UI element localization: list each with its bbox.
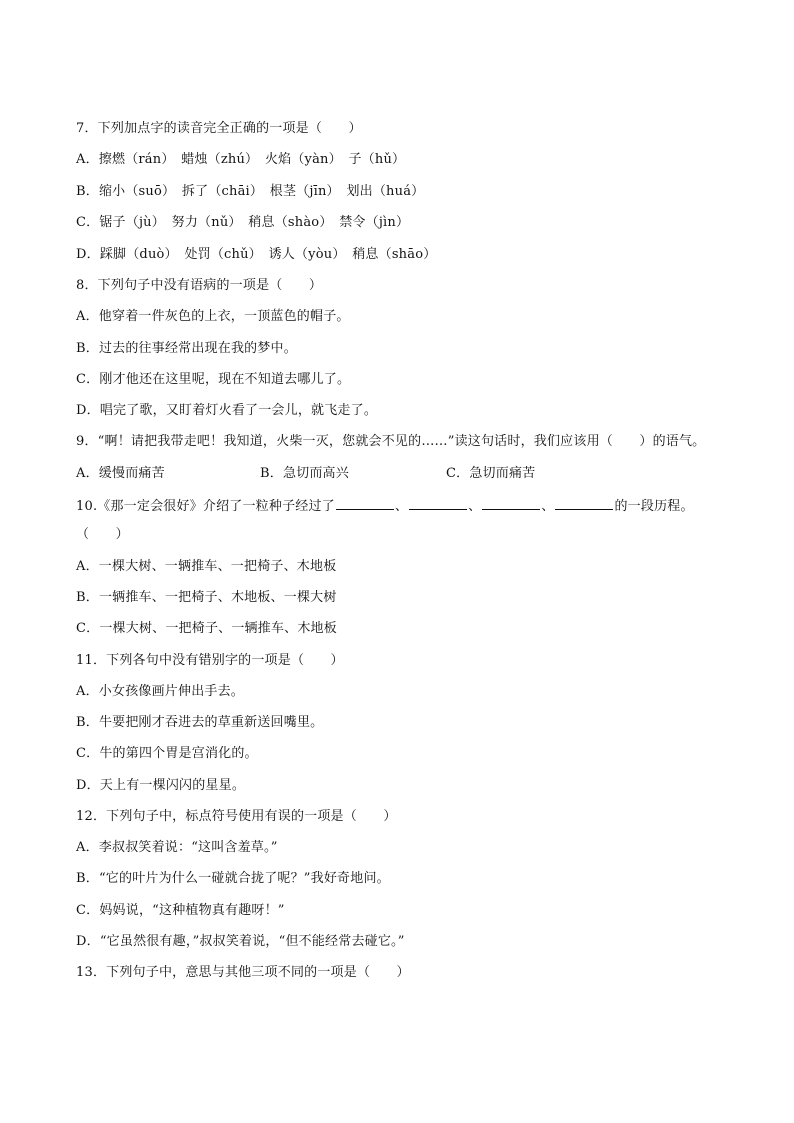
q10-blank-4 [555, 497, 613, 510]
q10-sep-3: 、 [541, 499, 555, 514]
q10-sep-1: 、 [394, 499, 409, 514]
q12-stem: 12．下列句子中，标点符号使用有误的一项是（ ） [76, 809, 397, 824]
q10-option-c: C．一棵大树、一把椅子、一辆推车、木地板 [76, 621, 337, 636]
q10-option-a: A．一棵大树、一辆推车、一把椅子、木地板 [76, 559, 337, 574]
q11-stem: 11．下列各句中没有错别字的一项是（ ） [76, 653, 344, 668]
q10-blank-1 [336, 497, 394, 510]
q8-stem: 8．下列句子中没有语病的一项是（ ） [76, 278, 323, 293]
q10-blank-3 [482, 497, 540, 510]
q10-stem-start: 10.《那一定会很好》介绍了一粒种子经过了 [76, 499, 335, 514]
q11-option-c: C．牛的第四个胃是宫消化的。 [76, 746, 258, 761]
q10-option-b: B．一辆推车、一把椅子、木地板、一棵大树 [76, 590, 337, 605]
q9-stem: 9．“啊！请把我带走吧！我知道，火柴一灭，您就会不见的……”读这句话时，我们应该用（ ）的语气。 [76, 434, 706, 449]
q7-option-c: C．锯子（jù） 努力（nǔ） 稍息（shào） 禁令（jìn） [76, 215, 410, 230]
q10-paren: （ ） [76, 527, 129, 542]
q10-blank-2 [409, 497, 467, 510]
q10-stem-end: 的一段历程。 [614, 499, 694, 514]
q10-sep-2: 、 [468, 499, 482, 514]
q11-option-b: B．牛要把刚才吞进去的草重新送回嘴里。 [76, 715, 324, 730]
q11-option-d: D．天上有一棵闪闪的星星。 [76, 778, 246, 793]
q7-option-b: B．缩小（suō） 拆了（chāi） 根茎（jīn） 划出（huá） [76, 184, 425, 199]
q12-option-d: D．“它虽然很有趣，”叔叔笑着说，“但不能经常去碰它。” [76, 934, 405, 949]
q10-stem [76, 497, 694, 515]
q8-option-d: D．唱完了歌，又盯着灯火看了一会儿，就飞走了。 [76, 403, 378, 418]
q12-option-a: A．李叔叔笑着说：“这叫含羞草。” [76, 840, 278, 855]
q13-stem: 13．下列句子中，意思与其他三项不同的一项是（ ） [76, 965, 410, 980]
q9-option-a: A．缓慢而痛苦 [76, 466, 165, 481]
q7-stem: 7．下列加点字的读音完全正确的一项是（ ） [76, 121, 362, 136]
q12-option-b: B．“它的叶片为什么一碰就合拢了呢？”我好奇地问。 [76, 871, 390, 886]
q7-option-d: D．踩脚（duò） 处罚（chǔ） 诱人（yòu） 稍息（shāo） [76, 247, 437, 262]
q8-option-a: A．他穿着一件灰色的上衣，一顶蓝色的帽子。 [76, 309, 350, 324]
q9-options [76, 466, 535, 482]
q8-option-c: C．刚才他还在这里呢，现在不知道去哪儿了。 [76, 372, 351, 387]
q8-option-b: B．过去的往事经常出现在我的梦中。 [76, 341, 297, 356]
q11-option-a: A．小女孩像画片伸出手去。 [76, 684, 244, 699]
q9-option-c: C．急切而痛苦 [446, 466, 536, 481]
q9-option-b: B．急切而高兴 [260, 466, 349, 481]
q12-option-c: C．妈妈说，“这种植物真有趣呀！” [76, 903, 285, 918]
q7-option-a: A．擦燃（rán） 蜡烛（zhú） 火焰（yàn） 子（hǔ） [76, 152, 406, 167]
